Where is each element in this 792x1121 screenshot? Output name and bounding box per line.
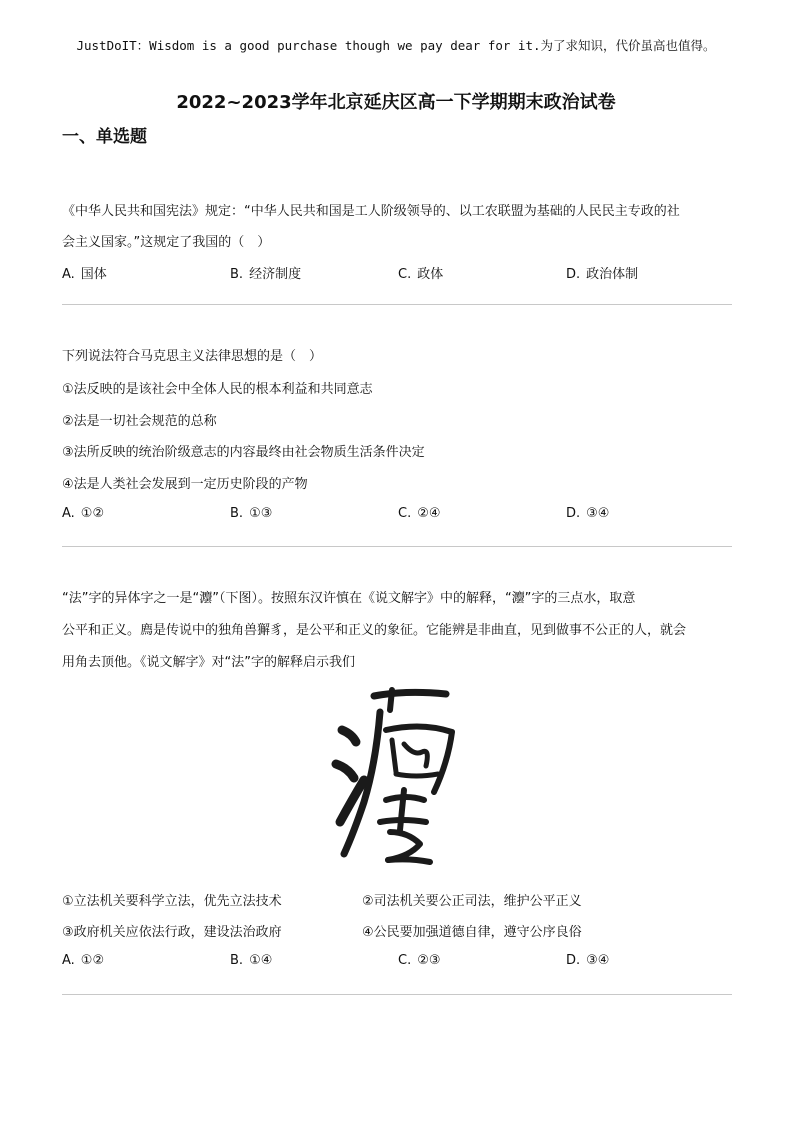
option-a[interactable] <box>62 263 107 282</box>
option-letter: A. <box>62 267 75 282</box>
calligraphy-image <box>330 682 462 872</box>
statement: ③法所反映的统治阶级意志的内容最终由社会物质生活条件决定 <box>62 445 425 460</box>
option-c[interactable] <box>398 506 441 521</box>
option-text: ③④ <box>586 506 610 521</box>
question-stem-line: 会主义国家。”这规定了我国的（ ） <box>62 235 271 250</box>
options-row <box>62 506 734 526</box>
option-d[interactable] <box>566 506 609 521</box>
option-a[interactable] <box>62 506 104 521</box>
option-a[interactable] <box>62 953 104 968</box>
option-text: ②④ <box>417 506 441 521</box>
option-b[interactable] <box>230 263 301 282</box>
question-divider <box>62 994 732 995</box>
statement: ③政府机关应依法行政，建设法治政府 <box>62 925 282 940</box>
option-text: ②③ <box>417 953 441 968</box>
page-title: 2022~2023学年北京延庆区高一下学期期末政治试卷 <box>176 92 616 113</box>
option-letter: B. <box>230 953 244 968</box>
option-c[interactable] <box>398 263 443 282</box>
option-letter: D. <box>566 953 581 968</box>
question-divider <box>62 546 732 547</box>
option-text: 经济制度 <box>249 267 302 282</box>
calligraphy-fa-character-icon <box>330 682 462 872</box>
options-row <box>62 953 734 973</box>
option-letter: C. <box>398 953 412 968</box>
question-stem-line: “法”字的异体字之一是“灋”（下图）。按照东汉许慎在《说文解字》中的解释，“灋”字的三点水，取意 <box>62 591 636 606</box>
option-text: ①② <box>80 953 105 968</box>
option-d[interactable] <box>566 263 638 282</box>
option-letter: C. <box>398 506 412 521</box>
option-text: ①④ <box>249 953 273 968</box>
statement: ①法反映的是该社会中全体人民的根本利益和共同意志 <box>62 382 373 397</box>
option-letter: A. <box>62 506 75 521</box>
option-b[interactable] <box>230 506 272 521</box>
option-letter: B. <box>230 267 244 282</box>
option-letter: A. <box>62 953 75 968</box>
question-divider <box>62 304 732 305</box>
option-text: 政治体制 <box>586 267 639 282</box>
option-letter: D. <box>566 506 581 521</box>
statement: ②司法机关要公正司法，维护公平正义 <box>362 894 582 909</box>
option-letter: D. <box>566 267 581 282</box>
option-text: ①② <box>80 506 105 521</box>
question-stem-line: 用角去顶他。《说文解字》对“法”字的解释启示我们 <box>62 655 355 670</box>
question-stem-line: 《中华人民共和国宪法》规定：“中华人民共和国是工人阶级领导的、以工农联盟为基础的人民民主专政的社 <box>62 204 680 219</box>
section-heading: 一、单选题 <box>62 127 147 147</box>
statement: ④法是人类社会发展到一定历史阶段的产物 <box>62 477 308 492</box>
question-stem-line: 公平和正义。廌是传说中的独角兽獬豸，是公平和正义的象征。它能辨是非曲直，见到做事不公正的人，就会 <box>62 623 687 638</box>
option-c[interactable] <box>398 953 441 968</box>
option-text: ③④ <box>586 953 610 968</box>
option-text: ①③ <box>249 506 273 521</box>
statement: ④公民要加强道德自律，遵守公序良俗 <box>362 925 582 940</box>
option-letter: B. <box>230 506 244 521</box>
statement: ②法是一切社会规范的总称 <box>62 414 217 429</box>
option-b[interactable] <box>230 953 272 968</box>
option-letter: C. <box>398 267 412 282</box>
options-row <box>62 263 734 283</box>
question-stem-line: 下列说法符合马克思主义法律思想的是（ ） <box>62 349 323 364</box>
option-d[interactable] <box>566 953 609 968</box>
header-quote: JustDoIT：Wisdom is a good purchase though we pay dear for it.为了求知识，代价虽高也值得。 <box>76 38 716 53</box>
option-text: 政体 <box>417 267 444 282</box>
option-text: 国体 <box>80 267 107 282</box>
statement: ①立法机关要科学立法，优先立法技术 <box>62 894 282 909</box>
